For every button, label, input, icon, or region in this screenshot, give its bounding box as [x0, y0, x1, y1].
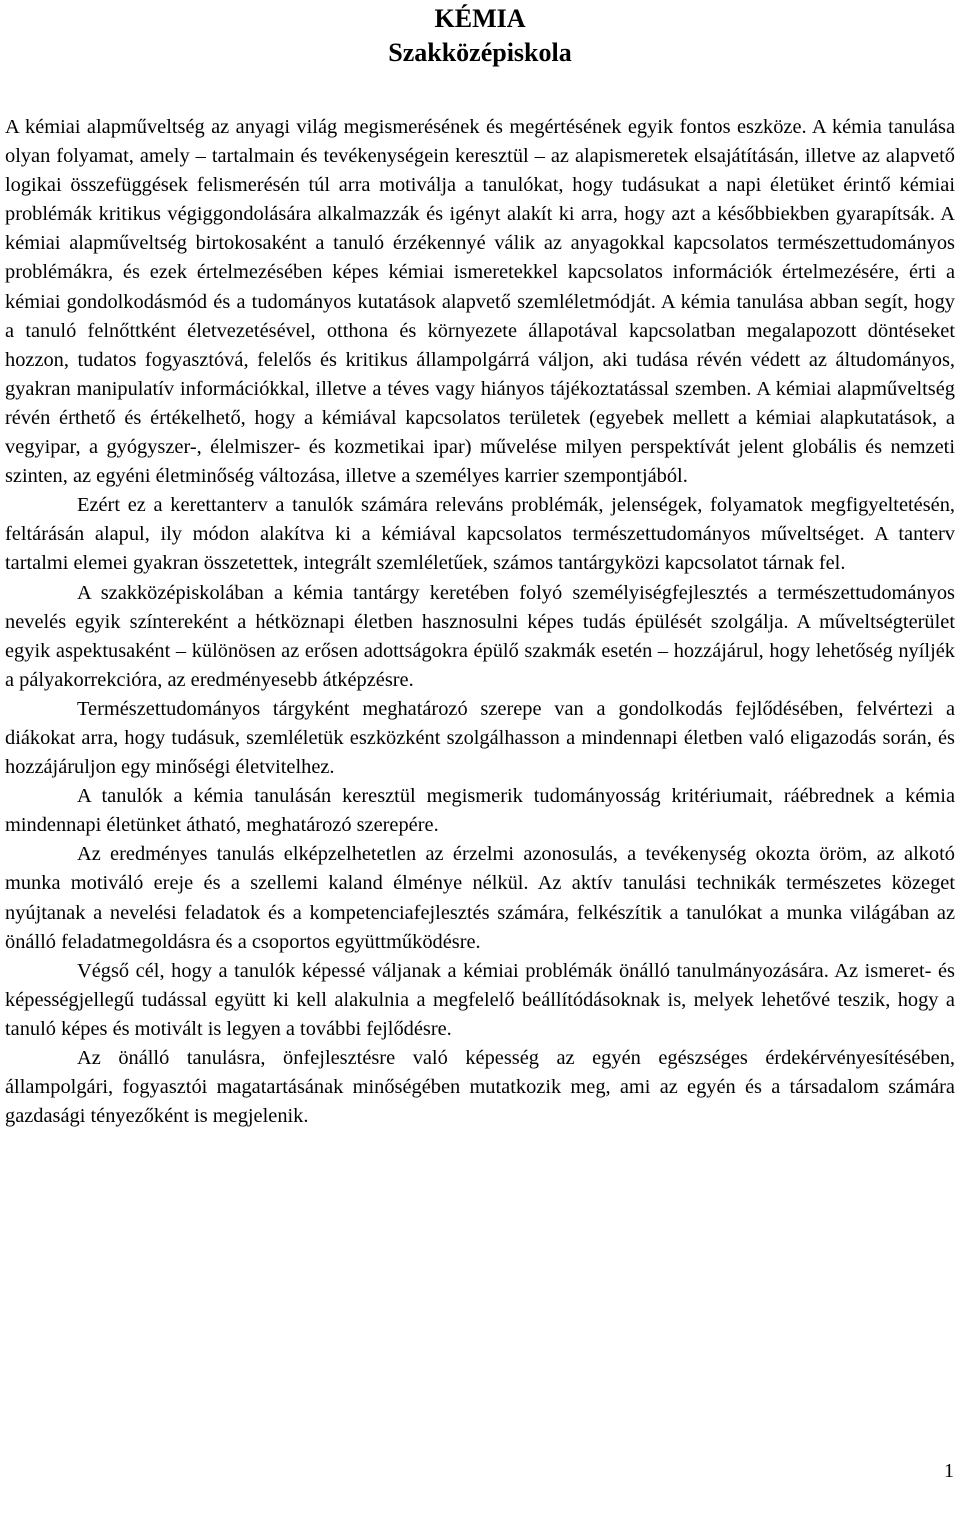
paragraph-7: Végső cél, hogy a tanulók képessé váljanak a kémiai problémák önálló tanulmányozására. Az ismeret- és képességjellegű tudással együtt ki kell alakulnia a megfelelő beállítódásoknak is, melyek lehetővé teszik, hogy a tanuló képes és motivált is legyen a további fejlődésre.: [5, 959, 955, 1040]
paragraph-2: Ezért ez a kerettanterv a tanulók számára releváns problémák, jelenségek, folyamatok megfigyeltetésén, feltárásán alapul, ily módon alakítva ki a kémiával kapcsolatos természettudományos műveltséget. A tanterv tartalmi elemei gyakran összetettek, integrált szemléletűek, számos tantárgyközi kapcsolatot tárnak fel.: [5, 494, 955, 575]
paragraph-5: A tanulók a kémia tanulásán keresztül megismerik tudományosság kritériumait, ráébrednek a kémia mindennapi életünket átható, meghatározó szerepére.: [5, 785, 955, 837]
title-block: [5, 2, 955, 70]
paragraph-3: A szakközépiskolában a kémia tantárgy keretében folyó személyiségfejlesztés a természettudományos nevelés egyik színtereként a hétköznapi életben hasznosulni képes tudás épülését szolgálja. A műveltségterület egyik aspektusaként – különösen az erősen adottságokra épülő szakmák esetén – hozzájárul, hogy lehetőség nyíljék a pályakorrekcióra, az eredményesebb átképzésre.: [5, 581, 955, 691]
page-number: 1: [944, 1460, 954, 1482]
document-subtitle: Szakközépiskola: [388, 38, 572, 67]
paragraph-4: Természettudományos tárgyként meghatározó szerepe van a gondolkodás fejlődésében, felvértezi a diákokat arra, hogy tudásuk, szemléletük eszközként szolgálhasson a mindennapi életben való eligazodás során, és hozzájáruljon egy minőségi életvitelhez.: [5, 697, 955, 779]
paragraph-8: Az önálló tanulásra, önfejlesztésre való képesség az egyén egészséges érdekérvényesítésében, állampolgári, fogyasztói magatartásának minőségében mutatkozik meg, ami az egyén és a társadalom számára gazdasági tényezőként is megjelenik.: [5, 1047, 955, 1128]
document-title: KÉMIA: [434, 4, 526, 33]
document-page: [5, 0, 955, 1131]
paragraph-1: A kémiai alapműveltség az anyagi világ megismerésének és megértésének egyik fontos eszköze. A kémia tanulása olyan folyamat, amely – tartalmain és tevékenységein keresztül – az alapismeretek elsajátításán, illetve az alapvető logikai összefüggések felismerésén túl arra motiválja a tanulókat, hogy tudásukat a napi életüket érintő kémiai problémák kritikus végiggondolására alkalmazzák és igényt alakít ki arra, hogy azt a későbbiekben gyarapítsák. A kémiai alapműveltség birtokosaként a tanuló érzékennyé válik az anyagokkal kapcsolatos természettudományos problémákra, és ezek értelmezésében képes kémiai ismeretekkel kapcsolatos információk értelmezésére, érti a kémiai gondolkodásmód és a tudományos kutatások alapvető szemléletmódját. A kémia tanulása abban segít, hogy a tanuló felnőttként életvezetésével, otthona és környezete állapotával kapcsolatban megalapozott döntéseket hozzon, tudatos fogyasztóvá, felelős és kritikus állampolgárrá váljon, aki tudása révén védett az áltudományos, gyakran manipulatív információkkal, illetve a téves vagy hiányos tájékoztatással szemben. A kémiai alapműveltség révén érthető és értékelhető, hogy a kémiával kapcsolatos területek (egyebek mellett a kémiai alapkutatások, a vegyipar, a gyógyszer-, élelmiszer- és kozmetikai ipar) művelése milyen perspektívát jelent globális és nemzeti szinten, az egyéni életminőség változása, illetve a személyes karrier szempontjából.: [5, 116, 955, 488]
paragraph-6: Az eredményes tanulás elképzelhetetlen az érzelmi azonosulás, a tevékenység okozta öröm, az alkotó munka motiváló ereje és a szellemi kaland élménye nélkül. Az aktív tanulási technikák természetes közeget nyújtanak a nevelési feladatok és a kompetenciafejlesztés számára, felkészítik a tanulókat a munka világában az önálló feladatmegoldásra és a csoportos együttműködésre.: [5, 843, 955, 953]
body-text: [5, 113, 955, 1131]
